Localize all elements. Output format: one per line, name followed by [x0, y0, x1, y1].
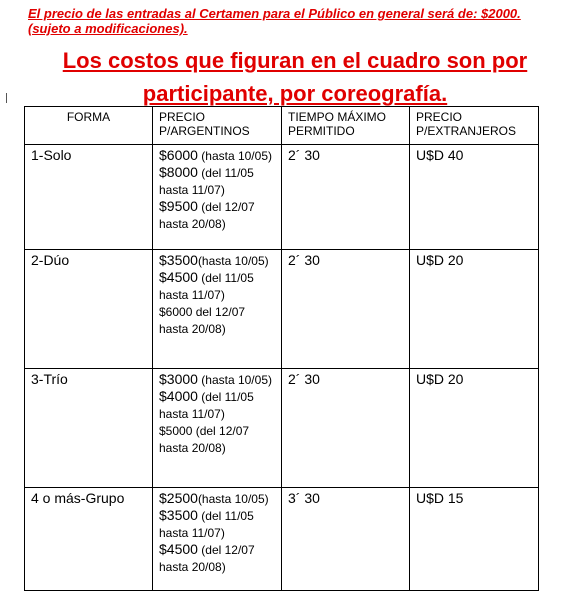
- cell-tiempo: 3´ 30: [282, 488, 410, 591]
- table-row: [25, 145, 539, 250]
- price-tier: $6000 del 12/07 hasta 20/08): [159, 305, 246, 336]
- public-ticket-notice: El precio de las entradas al Certamen para el Público en general será de: $2000. (sujeto a modificaciones).: [28, 6, 521, 36]
- price-tier: $6000 (hasta 10/05): [159, 147, 272, 163]
- price-tier: $8000 (del 11/05 hasta 11/07): [159, 164, 254, 197]
- cell-precio-argentinos: [153, 145, 282, 250]
- cell-forma: 4 o más-Grupo: [25, 488, 153, 591]
- cell-tiempo: 2´ 30: [282, 145, 410, 250]
- header-precio-argentinos: PRECIO P/ARGENTINOS: [153, 107, 282, 145]
- table-row: [25, 250, 539, 369]
- price-table: [24, 106, 539, 591]
- header-tiempo-maximo: TIEMPO MÁXIMO PERMITIDO: [282, 107, 410, 145]
- cell-precio-argentinos: [153, 369, 282, 488]
- cell-precio-argentinos: [153, 250, 282, 369]
- cell-precio-extranjeros: U$D 40: [410, 145, 539, 250]
- price-tier: $4500 (del 11/05 hasta 11/07): [159, 269, 254, 302]
- text-cursor-mark: [6, 93, 7, 103]
- cell-tiempo: 2´ 30: [282, 369, 410, 488]
- price-tier: $3000 (hasta 10/05): [159, 371, 272, 387]
- cost-headline: Los costos que figuran en el cuadro son por participante, por coreografía.: [62, 48, 528, 106]
- cell-precio-argentinos: [153, 488, 282, 591]
- cell-forma: 3-Trío: [25, 369, 153, 488]
- cell-forma: 1-Solo: [25, 145, 153, 250]
- price-tier: $2500(hasta 10/05): [159, 490, 269, 506]
- cell-precio-extranjeros: U$D 15: [410, 488, 539, 591]
- header-forma: FORMA: [25, 107, 153, 145]
- price-tier: $5000 (del 12/07 hasta 20/08): [159, 424, 250, 455]
- table-header-row: [25, 107, 539, 145]
- cell-tiempo: 2´ 30: [282, 250, 410, 369]
- price-tier: $3500 (del 11/05 hasta 11/07): [159, 507, 254, 540]
- cell-precio-extranjeros: U$D 20: [410, 369, 539, 488]
- cell-forma: 2-Dúo: [25, 250, 153, 369]
- price-tier: $9500 (del 12/07 hasta 20/08): [159, 198, 255, 231]
- cell-precio-extranjeros: U$D 20: [410, 250, 539, 369]
- table-row: [25, 488, 539, 591]
- price-tier: $3500(hasta 10/05): [159, 252, 269, 268]
- price-tier: $4000 (del 11/05 hasta 11/07): [159, 388, 254, 421]
- price-tier: $4500 (del 12/07 hasta 20/08): [159, 541, 255, 574]
- header-precio-extranjeros: PRECIO P/EXTRANJEROS: [410, 107, 539, 145]
- table-row: [25, 369, 539, 488]
